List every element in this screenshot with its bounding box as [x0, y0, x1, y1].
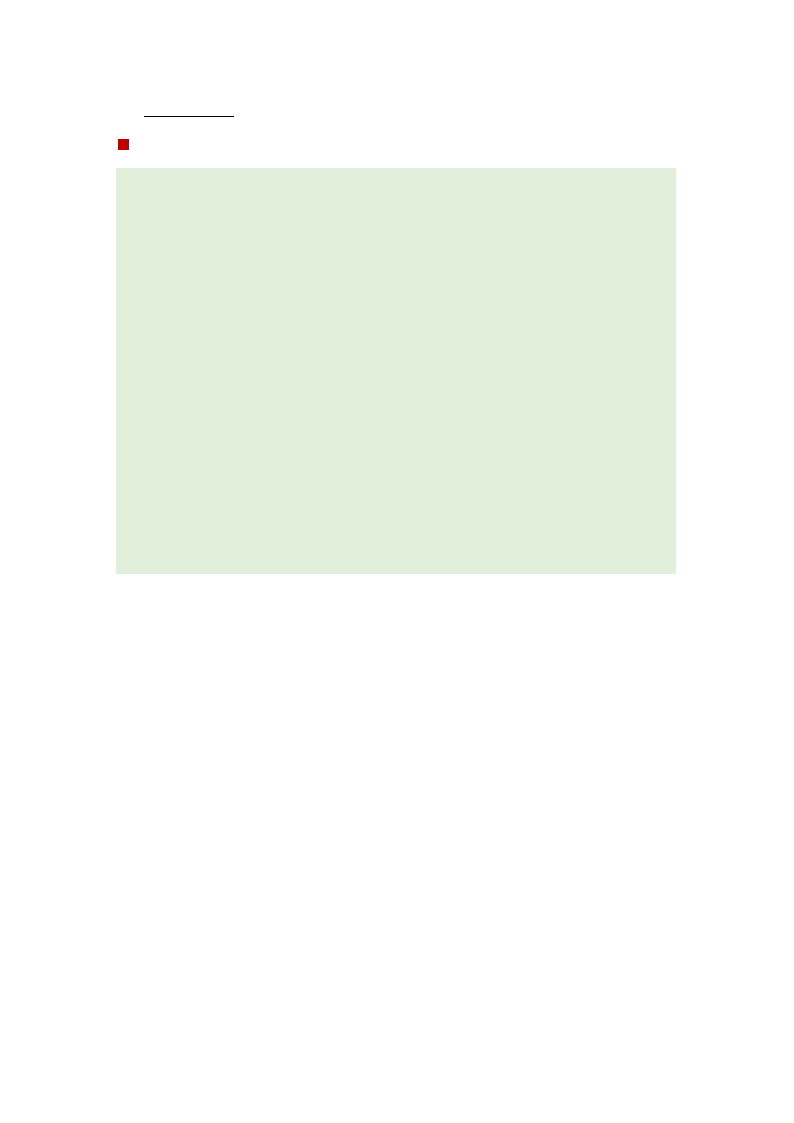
- knowledge-box: [116, 168, 676, 574]
- section-heading: [118, 133, 132, 155]
- answer-line: [136, 104, 240, 123]
- answer-blank[interactable]: [144, 104, 234, 117]
- heading-square-icon: [118, 139, 129, 150]
